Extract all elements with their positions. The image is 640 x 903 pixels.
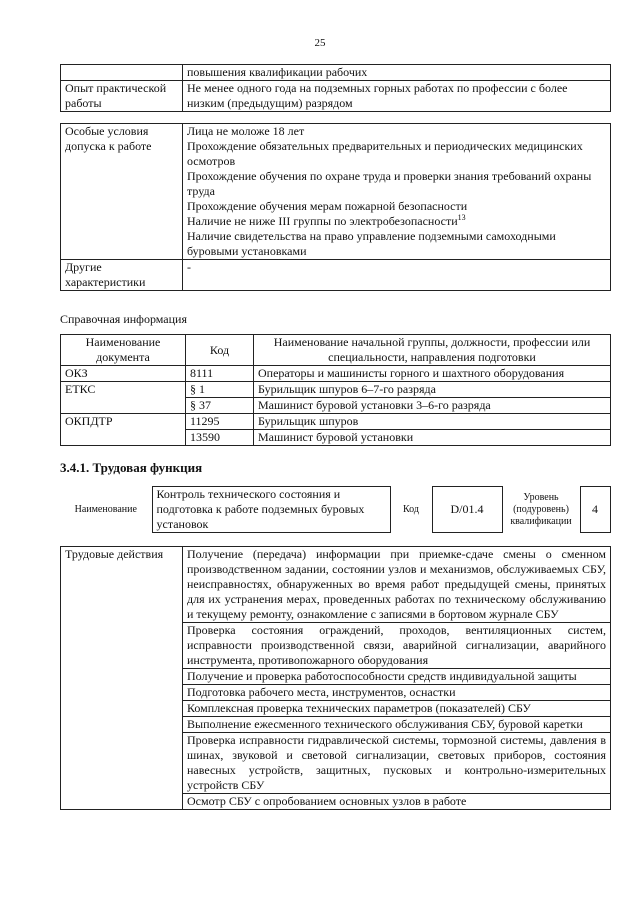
condition-line: Лица не моложе 18 лет xyxy=(187,124,305,138)
action-item: Выполнение ежесменного технического обслуживания СБУ, буровой каретки xyxy=(183,717,611,733)
table-row xyxy=(61,382,611,398)
page-number: 25 xyxy=(314,37,326,49)
action-item: Проверка исправности гидравлической системы, тормозной системы, давления в шинах, звуковой и световой сигнализации, световых приборов, состояния навесных устройств, защитных, пусковых и контрольно-измерительных устройств СБУ xyxy=(183,733,611,794)
name-cell: Бурильщик шпуров 6–7-го разряда xyxy=(254,382,611,398)
doc-cell: ОКПДТР xyxy=(61,414,186,430)
table-row xyxy=(61,547,611,623)
function-header xyxy=(60,486,611,533)
code-cell: 13590 xyxy=(186,430,254,446)
action-item: Комплексная проверка технических параметров (показателей) СБУ xyxy=(183,701,611,717)
action-item: Получение (передача) информации при приемке-сдаче смены о сменном производственном задании, состоянии узлов и механизмов, обслуживаемых СБУ, неисправностях, обнаруженных во время работ предыдущей смены, принятых для их устранения мерах, проведенных работах по техническому обслуживанию и текущему ремонту, ознакомление с записями в бортовом журнале СБУ xyxy=(183,547,611,623)
footnote-marker: 13 xyxy=(457,213,466,222)
actions-label: Трудовые действия xyxy=(61,547,183,810)
reference-heading: Справочная информация xyxy=(60,312,187,326)
level-label: Уровень (подуровень) квалификации xyxy=(510,491,572,527)
table-row xyxy=(61,398,611,414)
action-item: Осмотр СБУ с опробованием основных узлов в работе xyxy=(183,794,611,810)
row-value: Не менее одного года на подземных горных работах по профессии с более низким (предыдущим) разрядом xyxy=(183,81,611,112)
name-cell: Машинист буровой установки xyxy=(254,430,611,446)
code-value: D/01.4 xyxy=(432,487,502,533)
column-header: Наименование документа xyxy=(61,335,186,366)
action-item: Подготовка рабочего места, инструментов, оснастки xyxy=(183,685,611,701)
name-label: Наименование xyxy=(74,503,137,515)
code-cell: 8111 xyxy=(186,366,254,382)
row-value: - xyxy=(183,260,611,291)
table-header-row xyxy=(61,335,611,366)
row-value xyxy=(183,124,611,260)
row-label: Особые условия допуска к работе xyxy=(61,124,183,260)
table-row xyxy=(61,124,611,260)
action-item: Получение и проверка работоспособности средств индивидуальной защиты xyxy=(183,669,611,685)
column-header: Наименование начальной группы, должности, профессии или специальности, направления подготовки xyxy=(254,335,611,366)
code-cell: 11295 xyxy=(186,414,254,430)
table-row xyxy=(61,430,611,446)
table-row xyxy=(61,81,611,112)
doc-cell xyxy=(61,398,186,414)
function-heading: 3.4.1. Трудовая функция xyxy=(60,460,203,475)
qualification-table xyxy=(60,64,611,112)
doc-cell: ОКЗ xyxy=(61,366,186,382)
code-cell: § 1 xyxy=(186,382,254,398)
name-cell: Машинист буровой установки 3–6-го разряда xyxy=(254,398,611,414)
doc-cell xyxy=(61,430,186,446)
code-label: Код xyxy=(403,503,419,515)
condition-line: Прохождение обучения мерам пожарной безопасности xyxy=(187,199,468,213)
row-value: повышения квалификации рабочих xyxy=(183,65,611,81)
code-cell: § 37 xyxy=(186,398,254,414)
column-header: Код xyxy=(186,335,254,366)
name-value: Контроль технического состояния и подготовка к работе подземных буровых установок xyxy=(152,487,390,533)
table-row xyxy=(61,65,611,81)
condition-line: Прохождение обучения по охране труда и проверки знания требований охраны труда xyxy=(187,169,592,198)
condition-line xyxy=(187,214,606,229)
action-item: Проверка состояния ограждений, проходов, вентиляционных систем, исправности производственной связи, аварийной сигнализации, аварийного инструмента, противопожарного оборудования xyxy=(183,623,611,669)
condition-line: Прохождение обязательных предварительных и периодических медицинских осмотров xyxy=(187,139,583,168)
conditions-table xyxy=(60,123,611,291)
level-value: 4 xyxy=(580,487,610,533)
row-label: Опыт практической работы xyxy=(61,81,183,112)
row-label: Другие характеристики xyxy=(61,260,183,291)
table-row xyxy=(61,366,611,382)
doc-cell: ЕТКС xyxy=(61,382,186,398)
actions-table xyxy=(60,546,611,810)
condition-line: Наличие свидетельства на право управление подземными самоходными буровыми установками xyxy=(187,229,556,258)
table-row xyxy=(61,414,611,430)
table-row xyxy=(61,260,611,291)
condition-text: Наличие не ниже III группы по электробезопасности xyxy=(187,214,458,228)
name-cell: Бурильщик шпуров xyxy=(254,414,611,430)
row-label xyxy=(61,65,183,81)
reference-table xyxy=(60,334,611,446)
name-cell: Операторы и машинисты горного и шахтного оборудования xyxy=(254,366,611,382)
